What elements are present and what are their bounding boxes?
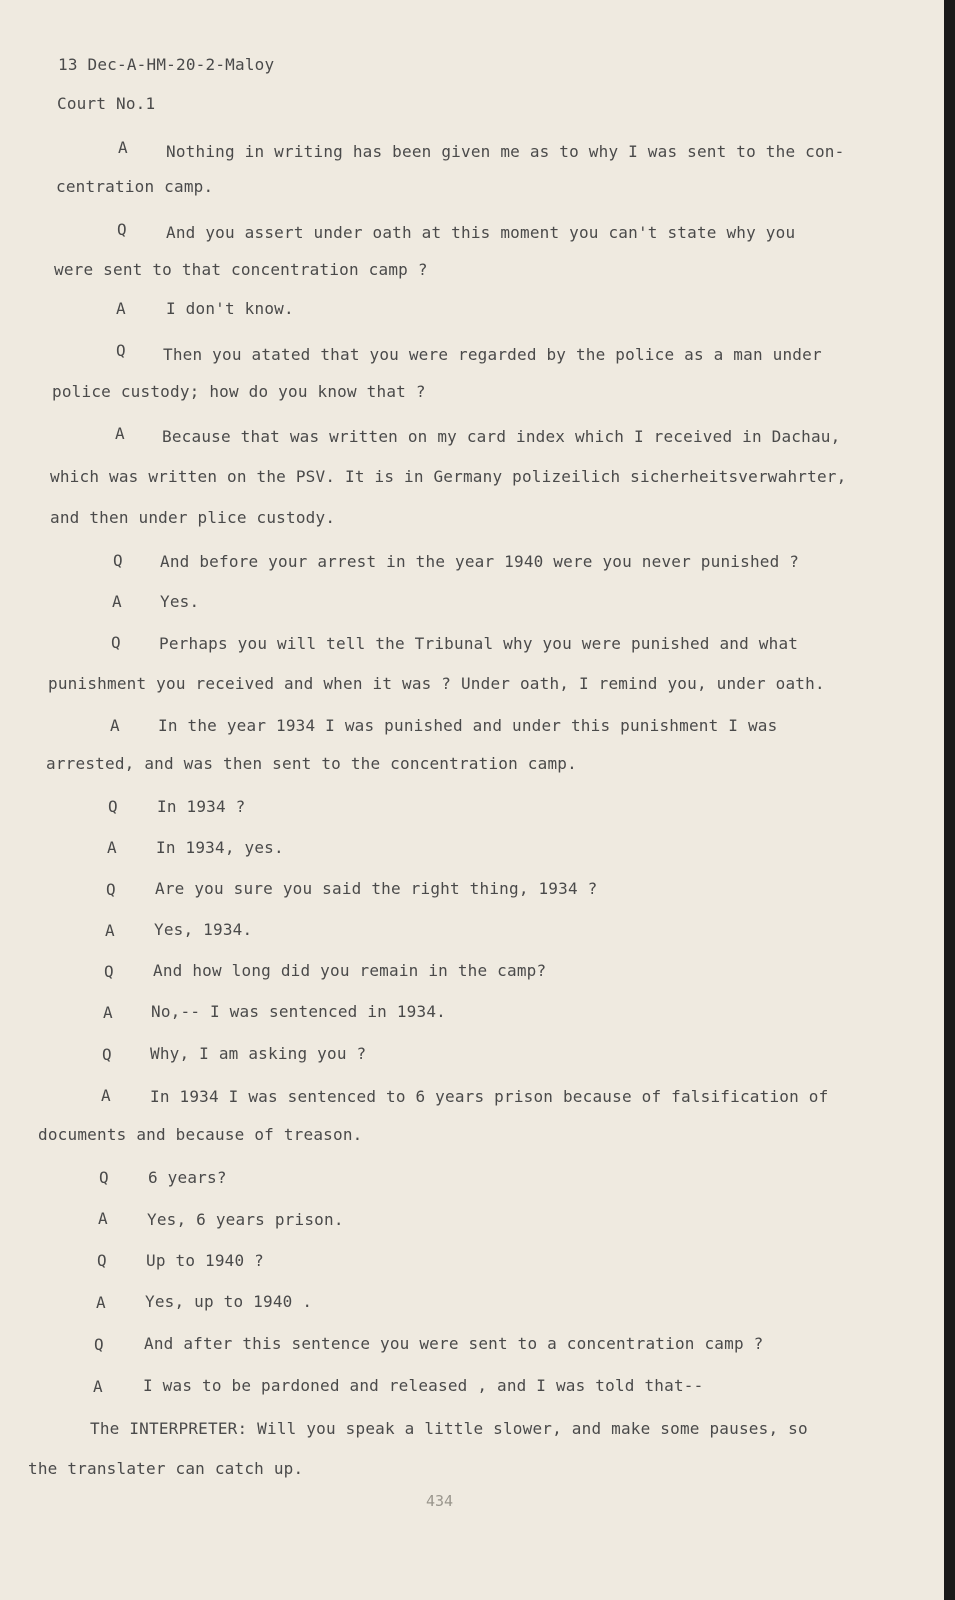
page-number: 434: [426, 1492, 454, 1510]
transcript-line: Are you sure you said the right thing, 1934 ?: [155, 879, 598, 898]
transcript-line: In 1934 ?: [157, 797, 246, 816]
speaker-label: A: [115, 424, 125, 443]
transcript-line: Why, I am asking you ?: [150, 1044, 367, 1063]
transcript-line: In 1934, yes.: [156, 838, 284, 857]
transcript-line: In the year 1934 I was punished and under this punishment I was: [158, 716, 778, 735]
transcript-line: police custody; how do you know that ?: [52, 382, 426, 401]
transcript-line: Because that was written on my card index which I received in Dachau,: [162, 427, 841, 446]
transcript-line: Up to 1940 ?: [146, 1251, 264, 1270]
transcript-line: And you assert under oath at this moment you can't state why you: [166, 223, 796, 242]
transcript-line: No,-- I was sentenced in 1934.: [151, 1002, 446, 1021]
transcript-line: I don't know.: [166, 299, 294, 318]
transcript-line: Perhaps you will tell the Tribunal why you were punished and what: [159, 634, 799, 653]
transcript-line: And before your arrest in the year 1940 were you never punished ?: [160, 552, 800, 571]
transcript-line: And how long did you remain in the camp?: [153, 961, 547, 980]
transcript-line: And after this sentence you were sent to a concentration camp ?: [144, 1334, 764, 1353]
speaker-label: A: [110, 716, 120, 735]
transcript-line: and then under plice custody.: [50, 508, 336, 527]
transcript-line: Yes, 6 years prison.: [147, 1210, 344, 1229]
interpreter-line: The INTERPRETER: Will you speak a little slower, and make some pauses, so: [90, 1419, 808, 1438]
speaker-label: Q: [97, 1251, 107, 1270]
transcript-line: punishment you received and when it was ? Under oath, I remind you, under oath.: [48, 674, 825, 693]
speaker-label: Q: [102, 1045, 112, 1064]
transcript-line: I was to be pardoned and released , and I was told that--: [143, 1376, 704, 1395]
speaker-label: Q: [108, 797, 118, 816]
transcript-line: which was written on the PSV. It is in Germany polizeilich sicherheitsverwahrter,: [50, 467, 847, 486]
document-id: 13 Dec-A-HM-20-2-Maloy: [58, 55, 275, 74]
speaker-label: Q: [116, 341, 126, 360]
speaker-label: Q: [99, 1168, 109, 1187]
speaker-label: Q: [113, 551, 123, 570]
speaker-label: Q: [106, 880, 116, 899]
speaker-label: Q: [104, 962, 114, 981]
speaker-label: A: [105, 921, 115, 940]
speaker-label: A: [116, 299, 126, 318]
transcript-line: In 1934 I was sentenced to 6 years prison because of falsification of: [150, 1087, 829, 1106]
transcript-line: documents and because of treason.: [38, 1125, 363, 1144]
transcript-line: Then you atated that you were regarded by the police as a man under: [163, 345, 822, 364]
transcript-line: Yes, up to 1940 .: [145, 1292, 313, 1311]
speaker-label: A: [112, 592, 122, 611]
transcript-line: Yes, 1934.: [154, 920, 253, 939]
transcript-line: were sent to that concentration camp ?: [54, 260, 428, 279]
speaker-label: A: [101, 1086, 111, 1105]
speaker-label: Q: [94, 1335, 104, 1354]
court-label: Court No.1: [57, 94, 156, 113]
speaker-label: A: [118, 138, 128, 157]
scan-edge: [944, 0, 955, 1600]
speaker-label: A: [103, 1003, 113, 1022]
transcript-line: Nothing in writing has been given me as to why I was sent to the con-: [166, 142, 845, 161]
interpreter-line: the translater can catch up.: [28, 1459, 304, 1478]
transcript-line: centration camp.: [56, 177, 214, 196]
speaker-label: A: [93, 1377, 103, 1396]
speaker-label: Q: [117, 220, 127, 239]
transcript-line: 6 years?: [148, 1168, 227, 1187]
speaker-label: Q: [111, 633, 121, 652]
transcript-line: Yes.: [160, 592, 200, 611]
transcript-line: arrested, and was then sent to the concentration camp.: [46, 754, 577, 773]
speaker-label: A: [98, 1209, 108, 1228]
speaker-label: A: [96, 1293, 106, 1312]
speaker-label: A: [107, 838, 117, 857]
